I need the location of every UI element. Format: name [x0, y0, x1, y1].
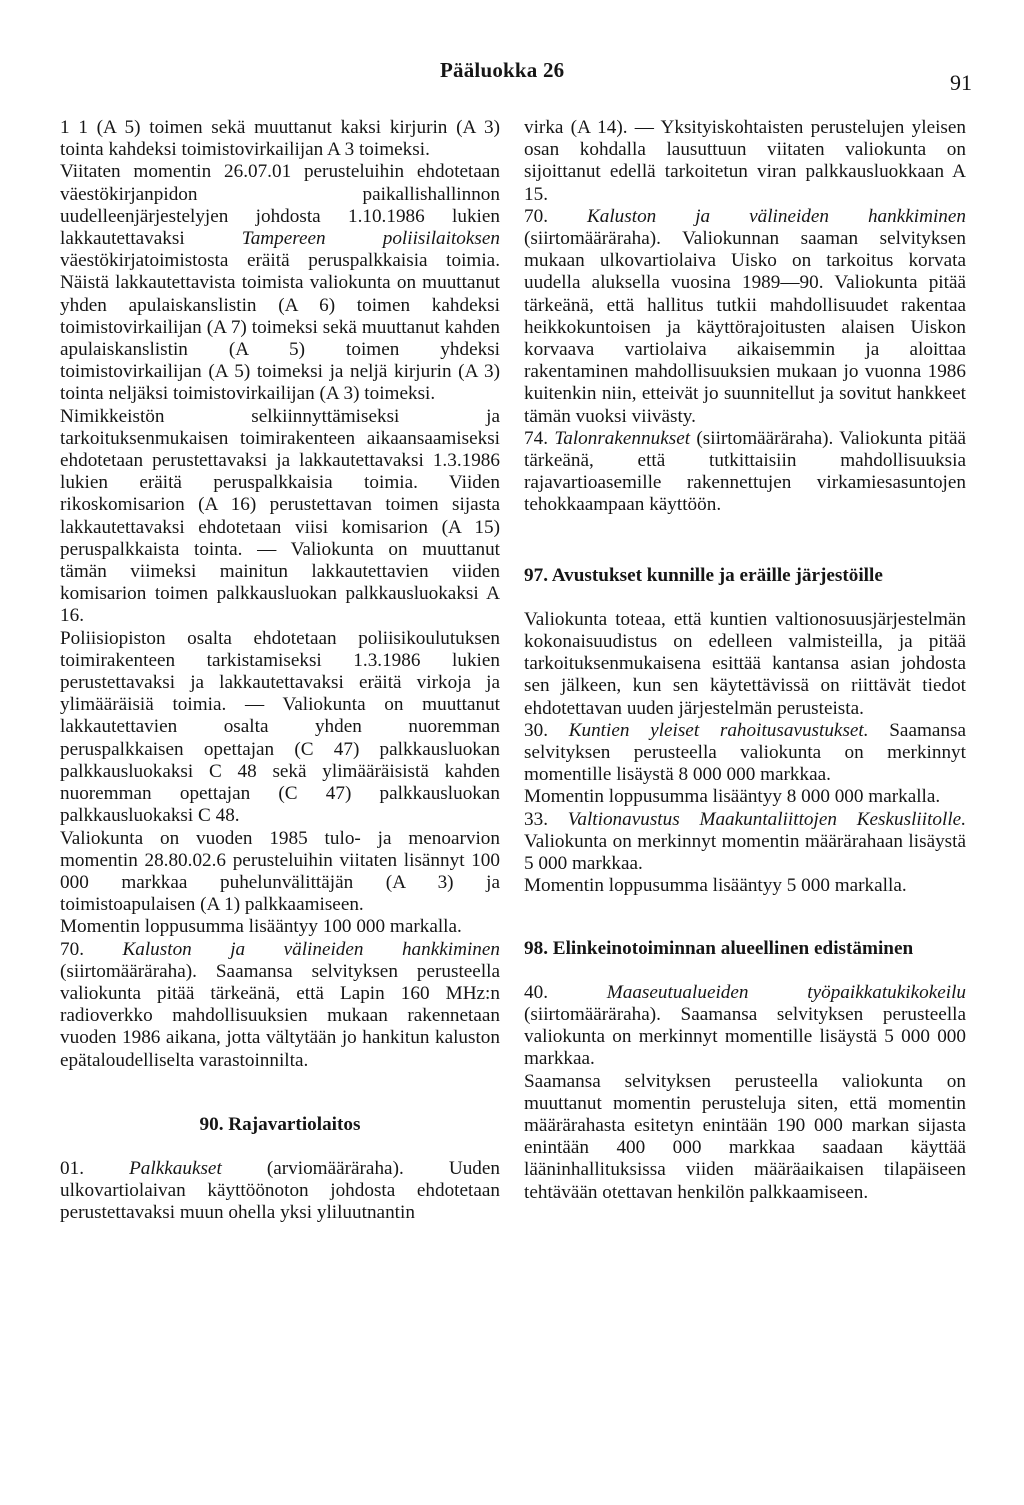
- text-run: 33.: [524, 808, 568, 830]
- text-run: Viitaten momentin 26.07.01 perusteluihin ehdotetaan väestökirjanpidon paikallishallinnon uudelleenjärjestelyjen johdosta 1.10.1986 lukien lakkautettavaksi: [60, 161, 500, 250]
- left-column: [60, 117, 500, 1225]
- italic-term: Kaluston ja välineiden hankkiminen: [586, 205, 967, 227]
- text-run: (siirtomääräraha). Saamansa selvityksen perusteella valiokunta on merkinnyt momentille lisäystä 5 000 000 markkaa.: [524, 1003, 966, 1070]
- text-run: (siirtomääräraha). Valiokunta pitää tärkeänä, että tutkittaisiin mahdollisuuksia rajavartioasemille rakennettujen virkamiesasuntojen tehokkaampaan käyttöön.: [524, 427, 966, 516]
- italic-term: Tampereen poliisilaitoksen: [241, 228, 500, 250]
- paragraph: Momentin loppusumma lisääntyy 100 000 markalla.: [60, 916, 462, 938]
- italic-term: Maaseutualueiden työpaikkatukikokeilu: [606, 981, 967, 1003]
- text-run: 30.: [524, 719, 569, 741]
- paragraph: [60, 939, 500, 1072]
- text-run: (arviomääräraha). Uuden ulkovartiolaivan käyttöönoton johdosta ehdotetaan perustettavaksi muun ohella yksi yliluutnantin: [60, 1157, 500, 1224]
- paragraph: Saamansa selvityksen perusteella valiokunta on muuttanut momentin perusteluja siten, että momentin määrärahasta esitetyn enintään 190 000 markan sijasta enintään 400 000 markkaa saadaan käyttää lääninhallituksissa viiden määräaikaisen tilapäiseen tehtävään otettavan henkilön palkkaamiseen.: [524, 1070, 966, 1203]
- paragraph: [524, 428, 966, 517]
- paragraph: virka (A 14). — Yksityiskohtaisten perustelujen yleisen osan kohdalla lausuttuun viitaten valiokunta on sijoittanut edellä tarkoitetun viran palkkausluokkaan A 15.: [524, 117, 966, 205]
- page-header: [0, 58, 1024, 98]
- text-run: 01.: [60, 1157, 130, 1179]
- running-head: Pääluokka 26: [440, 58, 565, 82]
- text-run: 70.: [524, 205, 587, 227]
- paragraph: [524, 809, 966, 876]
- page-number: 91: [950, 70, 972, 95]
- italic-term: Valtionavustus Maakuntaliittojen Keskusliitolle.: [567, 808, 966, 830]
- italic-term: Kaluston ja välineiden hankkiminen: [122, 938, 501, 960]
- paragraph: Valiokunta toteaa, että kuntien valtionosuusjärjestelmän kokonaisuudistus on edelleen valmisteilla, ja pitää tarkoituksenmukaisena esittää kantansa asian johdosta sen jälkeen, kun sen käytettävissä on riittävät tiedot ehdotettavan uuden järjestelmän perusteista.: [524, 608, 966, 719]
- text-run: 70.: [60, 938, 123, 960]
- paragraph: [524, 720, 966, 787]
- paragraph: Momentin loppusumma lisääntyy 8 000 000 markalla.: [524, 786, 941, 808]
- paragraph: [60, 1158, 500, 1225]
- paragraph: Nimikkeistön selkiinnyttämiseksi ja tarkoituksenmukaisen toimirakenteen aikaansaamiseksi ehdotetaan perustettavaksi ja lakkautettavaksi 1.3.1986 lukien eräitä peruspalkkaisia toimia. Viiden rikoskomisarion (A 16) perustettavan toimen sijasta lakkautettavaksi ehdotetaan viisi komisarion (A 15) peruspalkkaista tointa. — Valiokunta on muuttanut tämän viimeksi mainitun lakkautettavien viiden komisarion toimen palkkausluokan palkkausluokaksi A 16.: [60, 405, 500, 627]
- italic-term: Talonrakennukset: [554, 427, 691, 449]
- paragraph: Momentin loppusumma lisääntyy 5 000 markalla.: [524, 875, 907, 897]
- text-run: 40.: [524, 981, 607, 1003]
- text-run: Saamansa selvityksen perusteella valiokunta on merkinnyt momentille lisäystä 8 000 000 markkaa.: [524, 719, 966, 786]
- paragraph: Valiokunta on vuoden 1985 tulo- ja menoarvion momentin 28.80.02.6 perusteluihin viitaten lisännyt 100 000 markkaa puhelunvälittäjän (A 3) ja toimistoapulaisen (A 1) palkkaamiseen.: [60, 827, 500, 916]
- section-heading-90: 90. Rajavartiolaitos: [199, 1113, 361, 1135]
- text-run: 74.: [524, 427, 555, 449]
- paragraph: Poliisiopiston osalta ehdotetaan poliisikoulutuksen toimirakenteen tarkistamiseksi 1.3.1986 lukien perustettavaksi ja lakkautettavaksi eräitä virkoja ja ylimääräisiä toimia. — Valiokunta on muuttanut lakkautettavien osalta yhden nuoremman peruspalkkaisen opettajan (C 47) palkkausluokan palkkausluokaksi C 48 sekä ylimääräisistä kahden nuoremman opettajan (C 47) palkkausluokan palkkausluokaksi C 48.: [60, 627, 500, 827]
- right-column: [524, 117, 966, 1204]
- text-run: (siirtomääräraha). Saamansa selvityksen perusteella valiokunta pitää tärkeänä, että Lapin 160 MHz:n radioverkko mahdollisuuksien mukaan rakennetaan vuoden 1986 aikana, jotta vältytään jo hankitun kaluston epätaloudelliselta varastoinnilta.: [60, 960, 500, 1071]
- italic-term: Palkkaukset: [129, 1157, 222, 1179]
- paragraph: [60, 161, 500, 405]
- section-heading-97: 97. Avustukset kunnille ja eräille järjestöille: [524, 564, 883, 586]
- section-heading-98: 98. Elinkeinotoiminnan alueellinen edistäminen: [524, 937, 914, 959]
- italic-term: Kuntien yleiset rahoitusavustukset.: [568, 719, 869, 741]
- paragraph: [524, 206, 966, 428]
- text-run: Valiokunta on merkinnyt momentin määrärahaan lisäystä 5 000 markkaa.: [524, 830, 966, 875]
- paragraph: [524, 982, 966, 1071]
- paragraph: 1 1 (A 5) toimen sekä muuttanut kaksi kirjurin (A 3) tointa kahdeksi toimistovirkailijan A 3 toimeksi.: [60, 117, 500, 161]
- text-run: väestökirjatoimistosta eräitä peruspalkkaisia toimia. Näistä lakkautettavista toimista valiokunta on muuttanut yhden apulaiskanslistin (A 6) toimen kahdeksi toimistovirkailijan (A 7) toimeksi sekä muuttanut kahden apulaiskanslistin (A 5) toimen yhdeksi toimistovirkailijan (A 5) toimeksi ja neljä kirjurin (A 3) tointa neljäksi toimistovirkailijan (A 3) toimeksi.: [60, 250, 500, 405]
- text-run: (siirtomääräraha). Valiokunnan saaman selvityksen mukaan ulkovartiolaiva Uisko on tarkoitus korvata uudella aluksella vuosina 1989—90. Valiokunta pitää tärkeänä, että hallitus tutkii mahdollisuudet rakentaa heikkokuntoisen ja käyttörajoitusten alaisen Uiskon korvaava vartiolaiva aikaisemmin ja aloittaa rakentaminen mahdollisuuksien mukaan jo vuonna 1986 kuitenkin niin, etteivät jo suunnitellut ja sovitut hankkeet tämän vuoksi viivästy.: [524, 228, 966, 427]
